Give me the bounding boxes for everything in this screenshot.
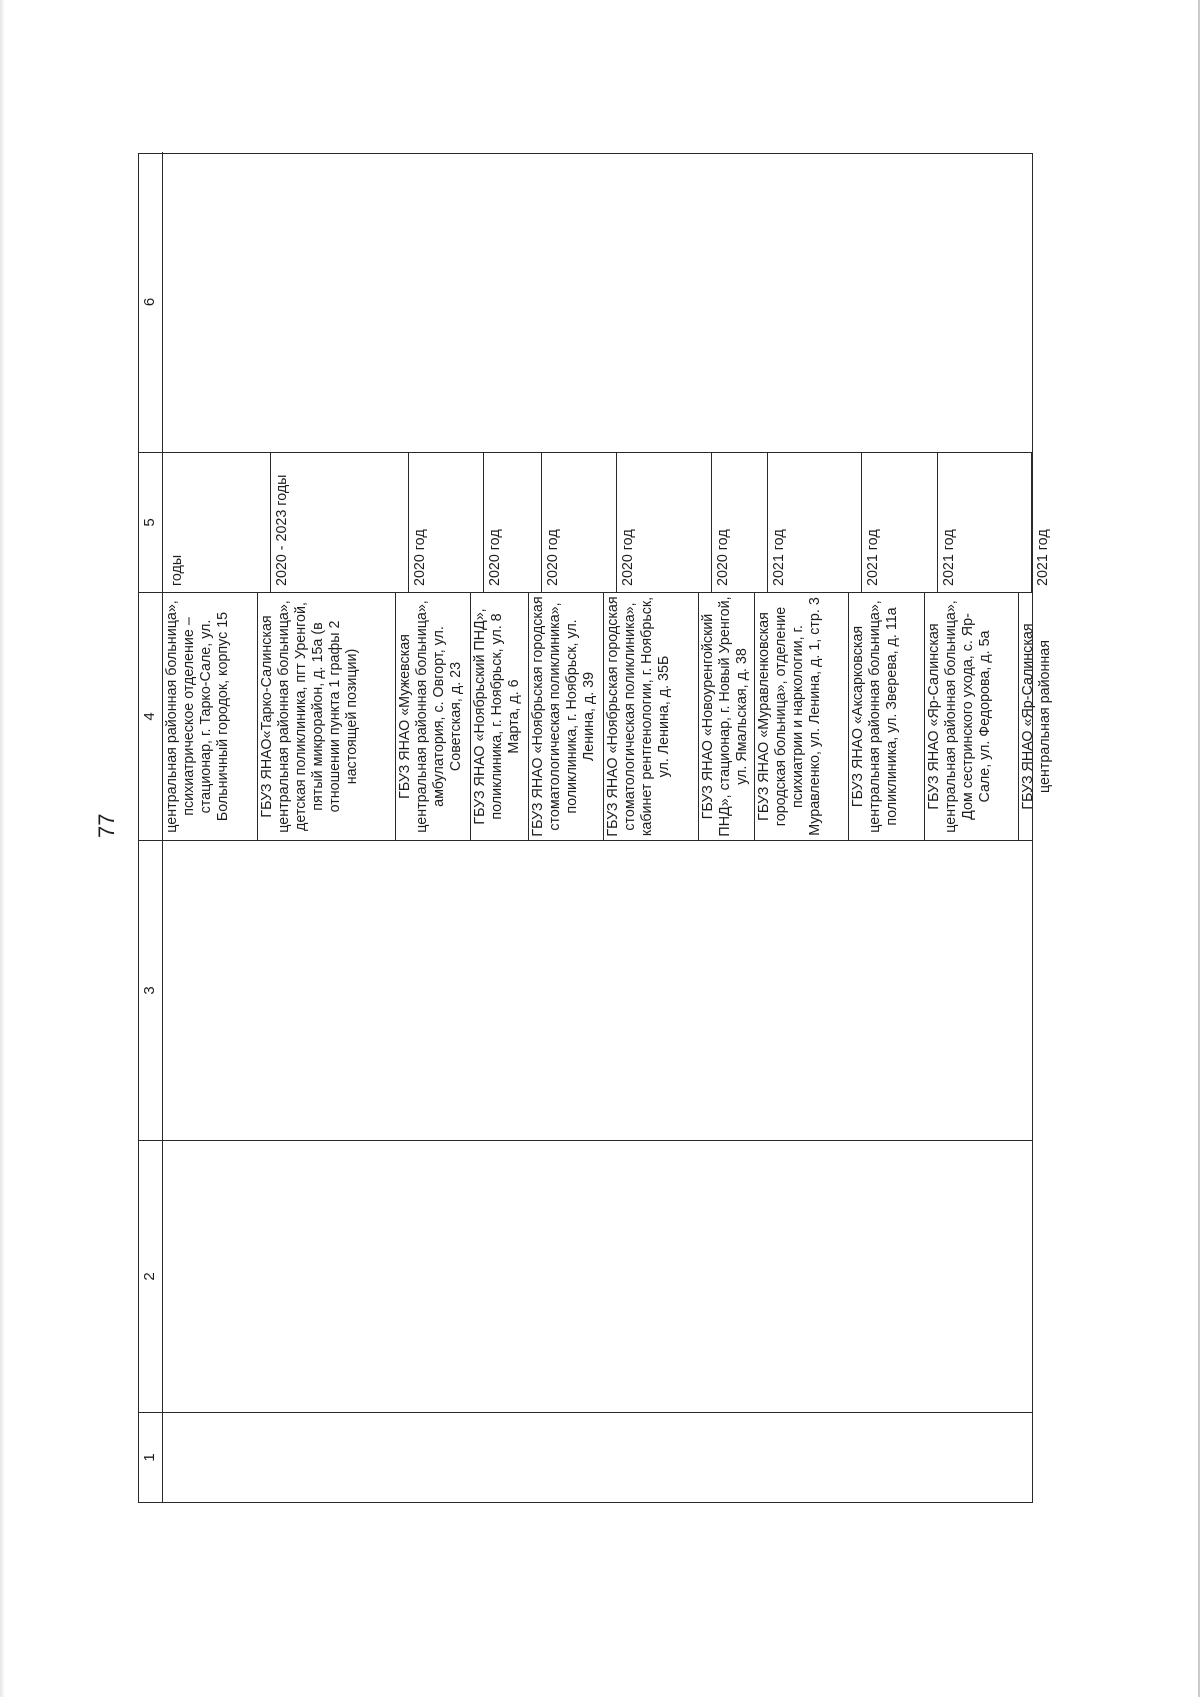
page-number: 77	[94, 813, 119, 838]
column-header-1: 1	[139, 1412, 162, 1502]
period-entry: 2020 год	[613, 453, 708, 592]
period-entry: 2020 - 2023 годы	[267, 453, 405, 592]
facility-entry: ГБУЗ ЯНАО «Мужевская центральная районная больница», амбулатория, с. Овгорт, ул. Советская, д. 23	[395, 593, 470, 840]
cell-col-2	[163, 1140, 1032, 1412]
column-header-4: 4	[139, 592, 162, 840]
facility-entry: ГБУЗ ЯНАО «Новоуренгойский ПНД», стационар, г. Новый Уренгой, ул. Ямальская, д. 38	[698, 593, 754, 840]
period-entry: 2020 год	[538, 453, 613, 592]
table-body-row	[163, 152, 1053, 1502]
facility-entry: ГБУЗ ЯНАО «Ноябрьская городская стоматологическая поликлиника», поликлиника, г. Ноябрьск, ул. Ленина, д. 39	[528, 593, 603, 840]
facility-entry: ГБУЗ ЯНАО «Яр-Салинская центральная районная	[1018, 593, 1032, 840]
cell-col-1	[163, 1412, 1032, 1502]
facility-table	[138, 153, 1053, 1503]
cell-col-4-facilities	[163, 592, 1053, 840]
table-header-row	[139, 152, 163, 1502]
column-header-5: 5	[139, 452, 162, 592]
facility-entry: ГБУЗ ЯНАО «Муравленковская городская больница», отделение психиатрии и наркологии, г. Муравленко, ул. Ленина, д. 1, стр. 3	[754, 593, 848, 840]
facility-entry: ГБУЗ ЯНАО «Яр-Салинская центральная районная больница», Дом сестринского ухода, с. Яр-Сале, ул. Федорова, д. 5а	[924, 593, 1018, 840]
cell-col-5-periods	[163, 452, 1051, 592]
scan-edge-left	[0, 0, 5, 1697]
column-header-6: 6	[141, 297, 158, 307]
facility-entry: ГБУЗ ЯНАО «Ноябрьский ПНД», поликлиника, г. Ноябрьск, ул. 8 Марта, д. 6	[470, 593, 528, 840]
facility-entry: центральная районная больница», психиатрическое отделение – стационар, г. Тарко-Сале, ул. Больничный городок, корпус 15	[164, 600, 231, 833]
period-entry: 2020 год	[405, 453, 480, 592]
period-entry: 2020 год	[708, 453, 764, 592]
facility-entry: ГБУЗ ЯНАО«Тарко-Салинская центральная районная больница», детская поликлиника, пгт Уренгой, пятый микрорайон, д. 15а (в отношении пункта 1 графы 2 настоящей позиции)	[257, 593, 395, 840]
period-entry: 2021 год	[1028, 453, 1032, 592]
period-entry: 2021 год	[764, 453, 858, 592]
cell-col-6	[163, 152, 1032, 452]
period-entry: 2021 год	[934, 453, 1028, 592]
facility-entry: ГБУЗ ЯНАО «Аксарковская центральная районная больница», поликлиника, ул. Зверева, д. 11а	[848, 593, 924, 840]
column-header-3: 3	[139, 840, 162, 1140]
column-header-2: 2	[139, 1140, 162, 1412]
period-entry: 2020 год	[480, 453, 538, 592]
cell-col-3	[163, 840, 1032, 1140]
facility-entry: ГБУЗ ЯНАО «Ноябрьская городская стоматологическая поликлиника», кабинет рентгенологии, г. Ноябрьск, ул. Ленина, д. 35Б	[603, 593, 698, 840]
period-entry: 2021 год	[858, 453, 934, 592]
period-entry: годы	[169, 554, 185, 586]
